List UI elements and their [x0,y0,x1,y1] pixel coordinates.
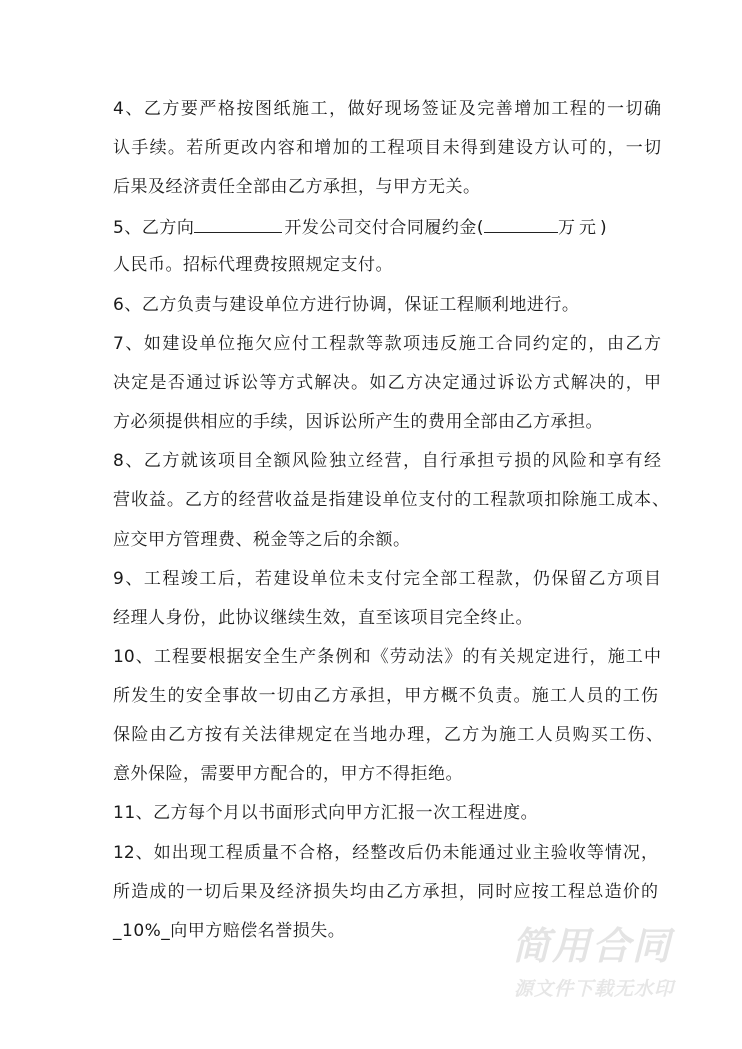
paragraph-line: 应交甲方管理费、税金等之后的余额。 [113,530,411,550]
paragraph-line: 9、工程竣工后，若建设单位未支付完全部工程款，仍保留乙方项目 [113,569,661,589]
paragraph-line: 6、乙方负责与建设单位方进行协调，保证工程顺利地进行。 [113,295,580,315]
watermark-subtitle: 源文件下载无水印 [514,978,675,1000]
item-5-prefix: 5、乙方向 [113,218,195,238]
paragraph-line: 保险由乙方按有关法律规定在当地办理，乙方为施工人员购买工伤、 [113,725,663,745]
paragraph-line: 意外保险，需要甲方配合的，甲方不得拒绝。 [113,764,463,784]
item-5-suffix: 万元) [557,218,611,238]
paragraph-line: 后果及经济责任全部由乙方承担，与甲方无关。 [113,177,481,197]
item-5-line [113,214,661,238]
paragraph-line: 方必须提供相应的手续，因诉讼所产生的费用全部由乙方承担。 [113,412,603,432]
amount-blank [484,214,558,233]
paragraph-line: 4、乙方要严格按图纸施工，做好现场签证及完善增加工程的一切确 [113,99,661,119]
paragraph-line: 认手续。若所更改内容和增加的工程项目未得到建设方认可的，一切 [113,138,661,158]
paragraph-line: 12、如出现工程质量不合格，经整改后仍未能通过业主验收等情况， [113,843,658,863]
paragraph-line: 8、乙方就该项目全额风险独立经营，自行承担亏损的风险和享有经 [113,451,661,471]
paragraph-line: 营收益。乙方的经营收益是指建设单位支付的工程款项扣除施工成本、 [113,490,669,510]
paragraph-line: 7、如建设单位拖欠应付工程款等款项违反施工合同约定的，由乙方 [113,334,661,354]
watermark-logo: 简用合同 [512,924,673,968]
paragraph-line: 所发生的安全事故一切由乙方承担，甲方概不负责。施工人员的工伤 [113,686,658,706]
company-blank [194,214,282,233]
paragraph-line: 所造成的一切后果及经济损失均由乙方承担，同时应按工程总造价的 [113,882,658,902]
paragraph-line: 决定是否通过诉讼等方式解决。如乙方决定通过诉讼方式解决的，甲 [113,373,661,393]
paragraph-line: 人民币。招标代理费按照规定支付。 [113,255,393,275]
paragraph-line: 10、工程要根据安全生产条例和《劳动法》的有关规定进行，施工中 [113,647,661,667]
paragraph-line: _10%_向甲方赔偿名誉损失。 [113,921,346,941]
item-5-middle: 开发公司交付合同履约金( [284,218,484,238]
paragraph-line: 11、乙方每个月以书面形式向甲方汇报一次工程进度。 [113,803,539,823]
paragraph-line: 经理人身份，此协议继续生效，直至该项目完全终止。 [113,608,533,628]
